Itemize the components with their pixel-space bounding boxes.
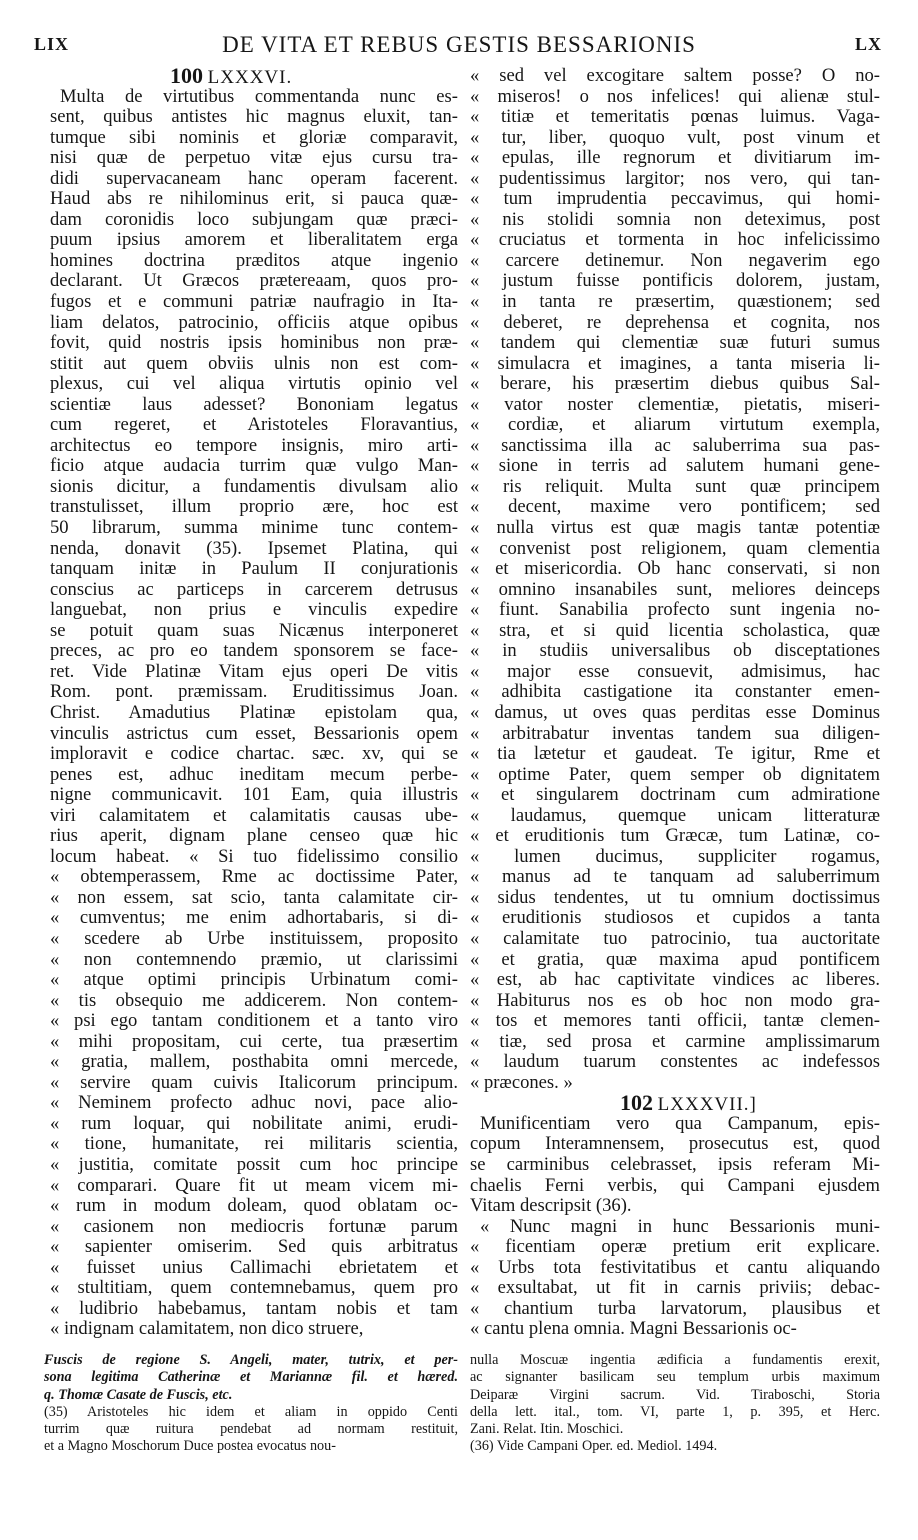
text-line: imploravit e codice chartac. sæc. xv, qui se — [50, 744, 458, 765]
text-line: « Urbs tota festivitatibus et cantu aliquando — [470, 1257, 880, 1278]
text-line: « lumen ducimus, suppliciter rogamus, — [470, 846, 880, 867]
text-line: « ludibrio habebamus, tantam nobis et tam — [50, 1298, 458, 1319]
text-line: turrim quæ ruitura pendebat ad normam restituit, — [44, 1421, 458, 1438]
text-line: Christ. Amadutius Platinæ epistolam qua, — [50, 702, 458, 723]
text-line: « fiunt. Sanabilia profecto sunt ingenia no- — [470, 600, 880, 621]
text-line: « convenist post religionem, quam clementia — [470, 538, 880, 559]
text-line: chaelis Ferni verbis, qui Campani ejusdem — [470, 1175, 880, 1196]
text-line: « omnino insanabiles sunt, meliores deinceps — [470, 579, 880, 600]
text-line: « et gratia, quæ maxima apud pontificem — [470, 949, 880, 970]
running-title: DE VITA ET REBUS GESTIS BESSARIONIS — [222, 32, 696, 57]
left-column — [50, 66, 458, 1340]
text-line: « sapienter omiserim. Sed quis arbitratus — [50, 1237, 458, 1258]
text-line: « sidus tendentes, ut tu omnium doctissimus — [470, 887, 880, 908]
text-line: penes est, adhuc ineditam mecum perbe- — [50, 764, 458, 785]
text-line: Rom. pont. præmissam. Eruditissimus Joan. — [50, 682, 458, 703]
text-line: nisi quæ de perpetuo vitæ ejus cursu tra- — [50, 148, 458, 169]
text-line: homines doctrina præditos atque ingenio — [50, 250, 458, 271]
text-line: « justitia, comitate possit cum hoc principe — [50, 1154, 458, 1175]
text-line: « adhibita castigatione ita constanter emen- — [470, 682, 880, 703]
text-line: « justum fuisse pontificis dolorem, justam, — [470, 271, 880, 292]
text-line: « ficentiam operæ pretium erit explicare. — [470, 1237, 880, 1258]
text-line: et a Magno Moschorum Duce postea evocatus nou- — [44, 1438, 336, 1455]
text-line: « stra, et si quid licentia scholastica, quæ — [470, 620, 880, 641]
text-line: « laudum tuarum constentes ac indefessos — [470, 1052, 880, 1073]
text-line: « comparari. Quare fit ut meam vicem mi- — [50, 1175, 458, 1196]
text-line: della lett. ital., tom. VI, parte 1, p. 395, et Herc. — [470, 1403, 880, 1420]
text-line: Haud abs re nihilominus erit, si pauca quæ- — [50, 189, 458, 210]
text-line: « Nunc magni in hunc Bessarionis muni- — [480, 1216, 880, 1237]
section-label: LXXXVII.] — [657, 1094, 757, 1114]
text-line: « pudentissimus largitor; nos vero, qui tan- — [470, 168, 880, 189]
text-line: (35) Aristoteles hic idem et aliam in oppido Centi — [44, 1403, 458, 1420]
text-line: Vitam descripsit (36). — [470, 1196, 632, 1217]
text-line: « scedere ab Urbe instituissem, proposito — [50, 928, 458, 949]
text-line: fugos et e communi patriæ naufragio in Ita- — [50, 292, 458, 313]
footnotes-left — [44, 1352, 458, 1456]
text-line: « arbitrabatur inventas tandem sua diligen- — [470, 723, 880, 744]
text-line: vinculis astrictus cum esset, Bessarionis opem — [50, 723, 458, 744]
right-column — [470, 66, 880, 1340]
text-line: « laudamus, quemque unicam litteraturæ — [470, 805, 880, 826]
text-line: cum regeret, et Aristoteles Floravantius, — [50, 415, 458, 436]
text-line: liam delatos, patrocinio, officiis atque opibus — [50, 312, 458, 333]
text-line: « præcones. » — [470, 1072, 573, 1093]
section-heading-100 — [50, 66, 458, 87]
text-line: tanquam initæ in Paulum II conjurationis — [50, 559, 458, 580]
text-line: « mihi propositam, cui certe, tua præsertim — [50, 1031, 458, 1052]
page-header — [0, 30, 918, 70]
section-label: LXXXVI. — [207, 67, 293, 87]
text-line: copum Interamnensem, prosecutus est, quod — [470, 1134, 880, 1155]
text-line: « cruciatus et tormenta in hoc infelicissimo — [470, 230, 880, 251]
text-line: q. Thomæ Casate de Fuscis, etc. — [44, 1386, 233, 1403]
text-line: « sanctissima illa ac saluberrima sua pas- — [470, 435, 880, 456]
text-line: sionis dicitur, a fundamentis divulsam alio — [50, 476, 458, 497]
text-line: « tione, humanitate, rei militaris scientia, — [50, 1134, 458, 1155]
text-line: Zani. Relat. Itin. Moschici. — [470, 1421, 624, 1438]
text-line: viri calamitatem et calamitatis causas ube- — [50, 805, 458, 826]
text-line: « exsultabat, ut fit in carnis priviis; debac- — [470, 1278, 880, 1299]
right-column-text-bottom — [470, 1114, 880, 1340]
text-line: « indignam calamitatem, non dico struere, — [50, 1319, 364, 1340]
text-line: « sione in terris ad salutem humani gene- — [470, 456, 880, 477]
paragraph-number: 100 — [170, 66, 203, 87]
text-line: « casionem non mediocris fortunæ parum — [50, 1216, 458, 1237]
text-line: Fuscis de regione S. Angeli, mater, tutrix, et per- — [44, 1352, 458, 1368]
text-line: se carminibus celebrasset, ipsis referam Mi- — [470, 1154, 880, 1175]
text-line: nigne communicavit. 101 Eam, quia illustris — [50, 785, 458, 806]
text-line: « est, ab hac captivitate vindices ac liberes. — [470, 970, 880, 991]
text-line: scientiæ laus adesset? Bononiam legatus — [50, 394, 458, 415]
text-line: « simulacra et imagines, a tanta miseria li- — [470, 353, 880, 374]
text-line: transtulisset, illum proprio ære, hoc est — [50, 497, 458, 518]
text-line: Deiparæ Virgini sacrum. Vid. Tiraboschi, Storia — [470, 1386, 880, 1403]
left-column-text — [50, 87, 458, 1340]
text-line: « carcere detinemur. Non negaverim ego — [470, 250, 880, 271]
text-line: didi supervacaneam hanc operam facerent. — [50, 168, 458, 189]
text-line: nenda, donavit (35). Ipsemet Platina, qui — [50, 538, 458, 559]
text-line: « stultitiam, quem contemnebamus, quem pro — [50, 1278, 458, 1299]
text-line: « cumventus; me enim adhortabaris, si di- — [50, 908, 458, 929]
left-page-number: LIX — [34, 34, 70, 54]
text-line: (36) Vide Campani Oper. ed. Mediol. 1494. — [470, 1438, 718, 1455]
text-line: « berare, his præsertim diebus quibus Sal- — [470, 374, 880, 395]
text-line: languebat, non prius e vinculis expedire — [50, 600, 458, 621]
text-line: « rum in modum doleam, quod oblatam oc- — [50, 1196, 458, 1217]
paragraph-number: 102 — [620, 1093, 653, 1114]
text-line: stitit aut quem obviis ulnis non est com- — [50, 353, 458, 374]
text-line: dam coronidis loco subjungam quæ præci- — [50, 209, 458, 230]
text-line: « miseros! o nos infelices! qui alienæ stul- — [470, 86, 880, 107]
text-line: rius aperit, dignam plane censeo quæ hic — [50, 826, 458, 847]
text-line: « rum loquar, qui nobilitate animi, erudi- — [50, 1113, 458, 1134]
text-line: fovit, quid nostris ipsis hominibus non præ- — [50, 333, 458, 354]
text-line: « servire quam cuivis Italicorum principum. — [50, 1072, 458, 1093]
text-line: se potuit quam suas Nicænus interponeret — [50, 620, 458, 641]
text-line: « in studiis universalibus ob disceptationes — [470, 641, 880, 662]
text-line: « damus, ut oves quas perditas esse Dominus — [470, 702, 880, 723]
text-line: « psi ego tantam conditionem et a tanto viro — [50, 1011, 458, 1032]
text-line: « fuisset unius Callimachi ebrietatem et — [50, 1257, 458, 1278]
text-line: « non essem, sat scio, tanta calamitate cir- — [50, 887, 458, 908]
text-line: « eruditionis studiosos et cupidos a tanta — [470, 908, 880, 929]
text-line: « sed vel excogitare saltem posse? O no- — [470, 66, 880, 86]
text-line: « tiæ, sed prosa et carmine amplissimarum — [470, 1031, 880, 1052]
text-line: « atque optimi principis Urbinatum comi- — [50, 970, 458, 991]
text-line: declarant. Ut Græcos prætereaam, quos pro- — [50, 271, 458, 292]
text-line: ac signanter basilicam seu templum urbis maximum — [470, 1369, 880, 1386]
text-line: ficio atque audacia turrim quæ vulgo Man- — [50, 456, 458, 477]
text-line: « nis stolidi somnia non deteximus, post — [470, 209, 880, 230]
text-line: « et singularem doctrinam cum admiratione — [470, 785, 880, 806]
text-line: « obtemperassem, Rme ac doctissime Pater, — [50, 867, 458, 888]
text-line: « et eruditionis tum Græcæ, tum Latinæ, co- — [470, 826, 880, 847]
text-line: « gratia, mallem, posthabita omni mercede, — [50, 1052, 458, 1073]
text-line: « tia lætetur et gaudeat. Te igitur, Rme et — [470, 744, 880, 765]
text-line: « tos et memores tanti officii, tantæ clemen- — [470, 1011, 880, 1032]
text-line: « calamitate tuo patrocinio, tua auctoritate — [470, 928, 880, 949]
text-line: tumque sibi nominis et gloriæ comparavit, — [50, 127, 458, 148]
text-line: plexus, cui vel aliqua virtutis opinio vel — [50, 374, 458, 395]
text-line: « cantu plena omnia. Magni Bessarionis oc- — [470, 1319, 797, 1340]
text-line: sent, quibus antistes hic magnus eluxit, tan- — [50, 107, 458, 128]
text-line: « epulas, ille regnorum et divitiarum im- — [470, 148, 880, 169]
text-line: conscius ac particeps in carcerem detrusus — [50, 579, 458, 600]
right-column-text-top — [470, 66, 880, 1093]
section-heading-102 — [470, 1093, 880, 1114]
text-line: « decent, maxime vero pontificem; sed — [470, 497, 880, 518]
text-line: preces, ac pro eo tandem sponsorem se face- — [50, 641, 458, 662]
text-line: sona legitima Catherinæ et Mariannæ fil. et hæred. — [44, 1369, 458, 1386]
text-line: « Neminem profecto adhuc novi, pace alio- — [50, 1093, 458, 1114]
text-line: « Habiturus nos es ob hoc non modo gra- — [470, 990, 880, 1011]
text-line: locum habeat. « Si tuo fidelissimo consilio — [50, 846, 458, 867]
text-line: « tum imprudentia peccavimus, qui homi- — [470, 189, 880, 210]
text-line: ret. Vide Platinæ Vitam ejus operi De vitis — [50, 661, 458, 682]
text-line: Multa de virtutibus commentanda nunc es- — [60, 86, 458, 107]
text-line: architectus eo tempore insignis, miro arti- — [50, 435, 458, 456]
text-line: « major esse consuevit, admisimus, hac — [470, 661, 880, 682]
text-line: « nulla virtus est quæ magis tantæ potentiæ — [470, 518, 880, 539]
text-line: « ris reliquit. Multa sunt quæ principem — [470, 476, 880, 497]
text-line: Munificentiam vero qua Campanum, epis- — [480, 1113, 880, 1134]
text-line: « manus ad te tanquam ad saluberrimum — [470, 867, 880, 888]
footnotes-right — [470, 1352, 880, 1456]
text-line: « optime Pater, quem semper ob dignitatem — [470, 764, 880, 785]
text-line: nulla Moscuæ ingentia ædificia a fundamentis erexit, — [470, 1352, 880, 1368]
text-line: « chantium turba larvatorum, plausibus et — [470, 1298, 880, 1319]
text-line: « cordiæ, et aliarum virtutum exempla, — [470, 415, 880, 436]
text-line: 50 librarum, summa minime tunc contem- — [50, 518, 458, 539]
text-line: « deberet, re deprehensa et cognita, nos — [470, 312, 880, 333]
text-line: « tur, liber, quoquo vult, post vinum et — [470, 127, 880, 148]
right-page-number: LX — [854, 34, 882, 54]
text-line: « vator noster clementiæ, pietatis, miseri- — [470, 394, 880, 415]
text-line: puum ipsius amorem et liberalitatem erga — [50, 230, 458, 251]
text-line: « titiæ et temeritatis pœnas luimus. Vaga- — [470, 107, 880, 128]
text-line: « et misericordia. Ob hanc conservati, si non — [470, 559, 880, 580]
text-line: « tis obsequio me addicerem. Non contem- — [50, 990, 458, 1011]
text-line: « non contemnendo præmio, ut clarissimi — [50, 949, 458, 970]
text-line: « in tanta re præsertim, quæstionem; sed — [470, 292, 880, 313]
text-line: « tandem qui clementiæ suæ futuri sumus — [470, 333, 880, 354]
